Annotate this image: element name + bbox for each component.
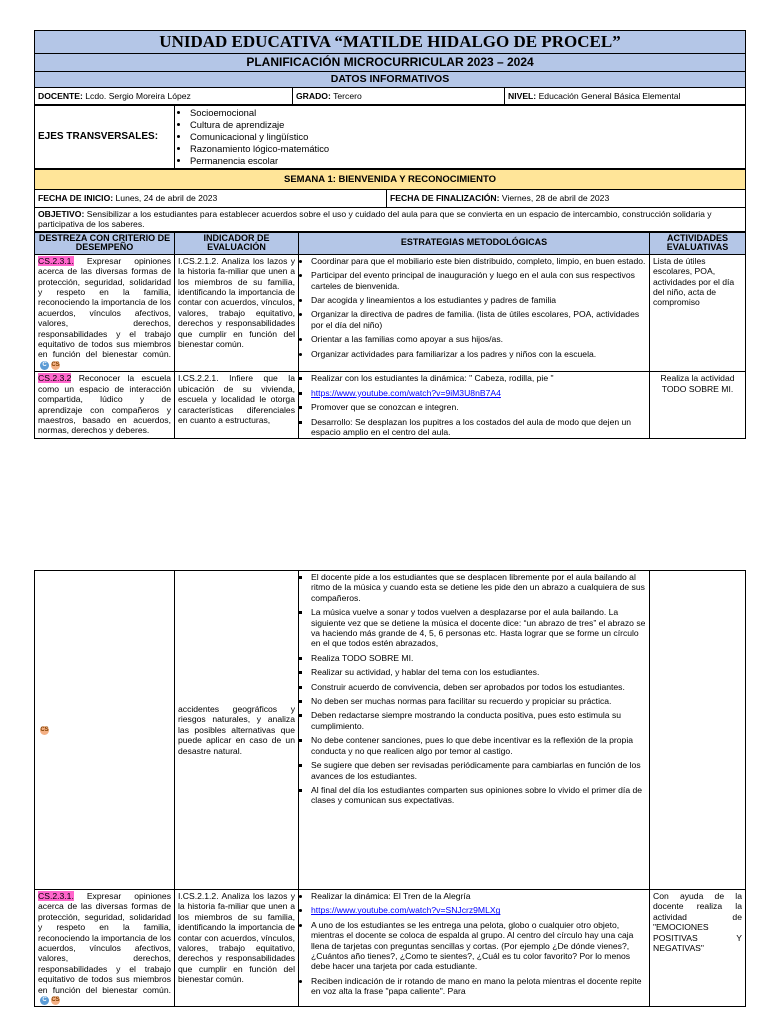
page-2	[34, 570, 745, 1007]
actividades-cell: Realiza la actividad TODO SOBRE MI.	[650, 372, 746, 439]
fin-label: FECHA DE FINALIZACIÓN:	[390, 193, 500, 204]
destreza-text: Reconocer la escuela como un espacio de interacción compartida, lúdico y de aprendizaje con compañeros y maestros, basado en acuerdos, normas, derechos y deberes.	[38, 373, 171, 436]
estrategias-cell	[299, 890, 650, 1007]
indicador-cell: I.CS.2.1.2. Analiza los lazos y la historia fa-miliar que unen a los miembros de su familia, identificando la importancia de contar con acuerdos, vínculos, valores, trabajo equitativo, derechos y responsabilidades que cumplir en función del bienestar común.	[175, 254, 299, 371]
estrategias-cell	[299, 571, 650, 890]
c-badge-icon: C	[40, 996, 49, 1005]
inicio-cell	[35, 190, 387, 207]
nivel-cell	[505, 88, 746, 105]
plan-table-2	[34, 570, 746, 1007]
semana-title: SEMANA 1: BIENVENIDA Y RECONOCIMIENTO	[35, 170, 746, 190]
plan-title: PLANIFICACIÓN MICROCURRICULAR 2023 – 2024	[35, 54, 746, 72]
inicio-value: Lunes, 24 de abril de 2023	[115, 193, 218, 204]
cs-badge-icon: CS	[40, 727, 49, 734]
list-item: • Reciben indicación de ir rotando de mano en mano la pelota mientras el docente repite en voz alta la frase "papa caliente". Para	[311, 976, 646, 997]
eje-item: • Razonamiento lógico-matemático	[190, 143, 742, 154]
fin-cell	[387, 190, 746, 207]
col-estrategias: ESTRATEGIAS METODOLÓGICAS	[299, 232, 650, 254]
grado-label: GRADO:	[296, 91, 331, 101]
eje-item: • Permanencia escolar	[190, 155, 742, 166]
school-title: UNIDAD EDUCATIVA “MATILDE HIDALGO DE PROCEL”	[35, 31, 746, 54]
fin-value: Viernes, 28 de abril de 2023	[501, 193, 610, 204]
grado-cell	[293, 88, 505, 105]
table-row	[35, 372, 746, 439]
indicador-cell: accidentes geográficos y riesgos naturales, y analiza las posibles alternativas que puede aplicar en caso de un desastre natural.	[175, 571, 299, 890]
destreza-code: CS.2.3.2	[38, 373, 72, 384]
list-item: • Organizar actividades para familiarizar a los padres y niños con la escuela.	[311, 349, 646, 359]
table-row	[35, 890, 746, 1007]
docente-value: Lcdo. Sergio Moreira López	[85, 91, 191, 101]
ejes-label: EJES TRANSVERSALES:	[35, 106, 175, 169]
estrategias-list	[302, 373, 646, 437]
destreza-cell	[35, 571, 175, 890]
list-item: ▪ Deben redactarse siempre mostrando la conducta positiva, pues esto estimula su cumplimiento.	[311, 710, 646, 731]
actividades-cell: Lista de útiles escolares, POA, actividades por el día del niño, acta de compromiso	[650, 254, 746, 371]
list-item: ▪ No debe contener sanciones, pues lo que debe incentivar es la reflexión de la propia conducta y no que realicen algo por temor al castigo.	[311, 735, 646, 756]
list-item: ▪ No deben ser muchas normas para facilitar su recuerdo y propiciar su práctica.	[311, 696, 646, 706]
col-destreza: DESTREZA CON CRITERIO DE DESEMPEÑO	[35, 232, 175, 254]
list-item: • A uno de los estudiantes se les entrega una pelota, globo o cualquier otro objeto, mientras el docente se coloca de espalda al grupo. Al centro del círculo hay una caja llena de tarjetas con preguntas sencillas y cortas. (Por ejemplo ¿De dónde vienes?, ¿Cuántos año tienes?, ¿Como te sientes?, ¿Cuál es tu color favorito? Por lo menos debe hacer una tarjeta por cada estudiante.	[311, 920, 646, 972]
indicador-cell: I.CS.2.1.2. Analiza los lazos y la historia fa-miliar que unen a los miembros de su familia, identificando la importancia de contar con acuerdos, vínculos, valores, trabajo equitativo, derechos y responsabilidades que cumplir en función del bienestar común.	[175, 890, 299, 1007]
list-item	[311, 905, 646, 915]
list-item: ▪ Realizar con los estudiantes la dinámica: " Cabeza, rodilla, pie "	[311, 373, 646, 383]
estrategias-list	[302, 891, 646, 997]
ejes-table	[34, 105, 746, 169]
destreza-code: CS.2.3.1.	[38, 891, 74, 901]
list-item: ▪ Se sugiere que deben ser revisadas periódicamente para cambiarlas en función de los avances de los estudiantes.	[311, 760, 646, 781]
list-item: ▪ Construir acuerdo de convivencia, deben ser aprobados por todos los estudiantes.	[311, 682, 646, 692]
list-item: • Realizar la dinámica: El Tren de la Alegría	[311, 891, 646, 901]
inicio-label: FECHA DE INICIO:	[38, 193, 114, 204]
nivel-value: Educación General Básica Elemental	[538, 91, 681, 101]
estrategias-cell	[299, 372, 650, 439]
list-item: • Coordinar para que el mobiliario este bien distribuido, completo, limpio, en buen estado.	[311, 256, 646, 266]
docente-cell	[35, 88, 293, 105]
ejes-cell	[175, 106, 746, 169]
list-item: ▪ Realiza TODO SOBRE MI.	[311, 653, 646, 663]
objetivo-label: OBJETIVO:	[38, 208, 85, 219]
list-item: ▪ La música vuelve a sonar y todos vuelven a desplazarse por el aula bailando. La siguiente vez que se detiene la música el docente dice: “un abrazo de tres” el abrazo se va haciendo más grande de 4, 5, 6 personas etc. Hasta lograr que se forme un círculo en el que todos estén abrazados,	[311, 607, 646, 649]
eje-item: • Cultura de aprendizaje	[190, 119, 742, 130]
docente-label: DOCENTE:	[38, 91, 83, 101]
destreza-cell	[35, 372, 175, 439]
destreza-text: Expresar opiniones acerca de las diversas formas de protección, seguridad, solidaridad y respeto en la familia, reconociendo la importancia de los acuerdos, vínculos afectivos, valores, derechos, responsabilidades y el trabajo equitativo de todos sus miembros en función del bienestar común.	[38, 255, 171, 360]
page-1	[34, 30, 745, 439]
list-item: • Participar del evento principal de inauguración y luego en el aula con sus respectivos carteles de bienvenida.	[311, 270, 646, 291]
eje-item: • Comunicacional y lingüístico	[190, 131, 742, 142]
table-row	[35, 254, 746, 371]
ejes-list	[178, 107, 742, 166]
indicador-cell: I.CS.2.2.1. Infiere que la ubicación de su vivienda, escuela y localidad le otorga características diferenciales en cuanto a estructuras,	[175, 372, 299, 439]
plan-table-1	[34, 232, 746, 440]
estrategias-cell	[299, 254, 650, 371]
nivel-label: NIVEL:	[508, 91, 537, 101]
list-item: ▪ Desarrollo: Se desplazan los pupitres a los costados del aula de modo que dejen un espacio amplio en el centro del aula.	[311, 417, 646, 438]
objetivo-value: Sensibilizar a los estudiantes para establecer acuerdos sobre el uso y cuidado del aula para que se convierta en un espacio de intercambio, construcción solidaria y participativa de los saberes.	[38, 208, 712, 230]
list-item	[311, 388, 646, 398]
semana-table	[34, 169, 746, 231]
estrategias-list	[302, 256, 646, 359]
actividades-cell	[650, 571, 746, 890]
table-row	[35, 571, 746, 890]
list-item: ▪ Realizar su actividad, y hablar del tema con los estudiantes.	[311, 667, 646, 677]
header-table	[34, 30, 746, 105]
list-item: ▪ Al final del día los estudiantes comparten sus opiniones sobre lo vivido el primer día de clases y comunican sus expectativas.	[311, 785, 646, 806]
estrategias-list	[302, 572, 646, 806]
list-item: ▪ Promover que se conozcan e integren.	[311, 402, 646, 412]
datos-title: DATOS INFORMATIVOS	[35, 72, 746, 88]
actividades-cell: Con ayuda de la docente realiza la actividad de "EMOCIONES POSITIVAS Y NEGATIVAS"	[650, 890, 746, 1007]
destreza-cell	[35, 890, 175, 1007]
cs-badge-icon: CS	[51, 997, 60, 1004]
eje-item: • Socioemocional	[190, 107, 742, 118]
list-item: • Dar acogida y lineamientos a los estudiantes y padres de familia	[311, 295, 646, 305]
c-badge-icon: C	[40, 361, 49, 370]
col-actividades: ACTIVIDADES EVALUATIVAS	[650, 232, 746, 254]
list-item: • Orientar a las familias como apoyar a sus hijos/as.	[311, 334, 646, 344]
destreza-cell	[35, 254, 175, 371]
grado-value: Tercero	[333, 91, 362, 101]
list-item: ▪ El docente pide a los estudiantes que se desplacen libremente por el aula bailando al ritmo de la música y cuando esta se detiene les pide den un abrazo a cualquiera de sus compañeros.	[311, 572, 646, 603]
cs-badge-icon: CS	[51, 362, 60, 369]
youtube-link[interactable]: https://www.youtube.com/watch?v=SNJcrz9MLXg	[311, 905, 501, 916]
destreza-code: CS.2.3.1.	[38, 255, 74, 266]
col-indicador: INDICADOR DE EVALUACIÓN	[175, 232, 299, 254]
youtube-link[interactable]: https://www.youtube.com/watch?v=9iM3U8nB7A4	[311, 387, 501, 398]
destreza-text: Expresar opiniones acerca de las diversas formas de protección, seguridad, solidaridad y respeto en la familia, reconociendo la importancia de los acuerdos, vínculos afectivos, valores, derechos, responsabilidades y el trabajo equitativo de todos sus miembros en función del bienestar común.	[38, 891, 171, 995]
list-item: • Organizar la directiva de padres de familia. (lista de útiles escolares, POA, actividades por el día del niño)	[311, 309, 646, 330]
objetivo-cell	[35, 207, 746, 231]
